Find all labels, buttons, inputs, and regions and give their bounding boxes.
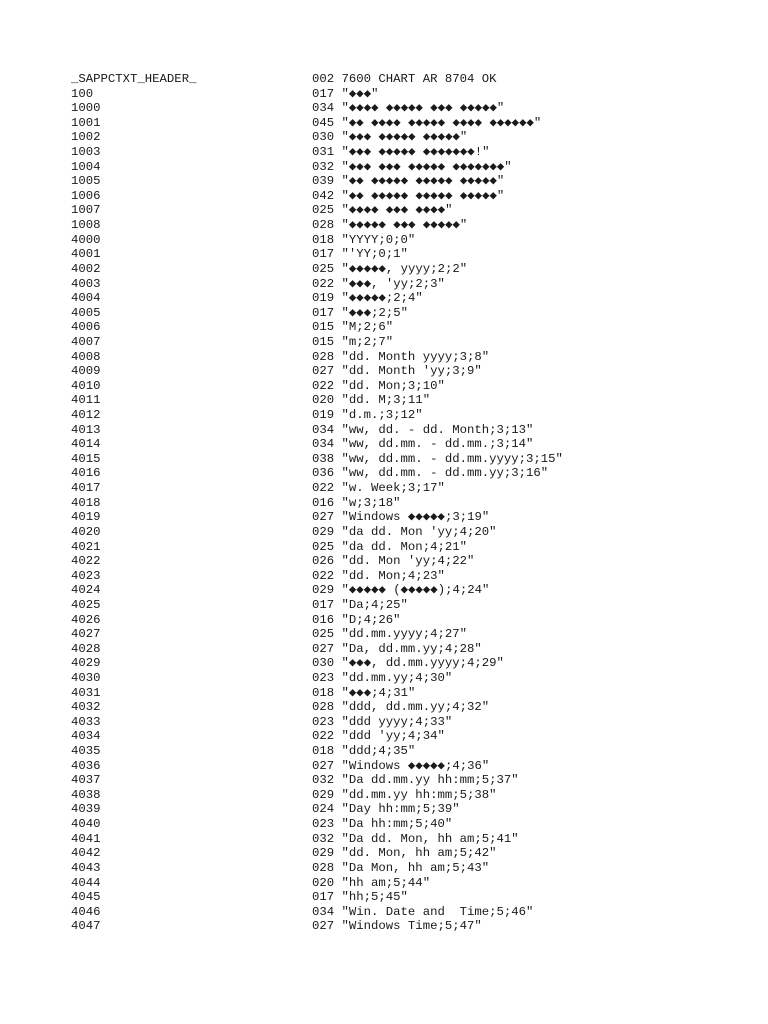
listing-row: [71, 277, 731, 292]
row-value: 022 "w. Week;3;17": [312, 481, 445, 496]
row-key: 4030: [71, 670, 101, 685]
row-key: 4007: [71, 334, 101, 349]
row-value: 017 "'YY;0;1": [312, 247, 408, 262]
row-value: 025 "da dd. Mon;4;21": [312, 539, 467, 554]
row-value: 016 "w;3;18": [312, 495, 401, 510]
listing-row: [71, 262, 731, 277]
row-key: 4029: [71, 656, 101, 671]
row-value: 031 "◆◆◆ ◆◆◆◆◆ ◆◆◆◆◆◆◆!": [312, 145, 490, 160]
row-key: 4002: [71, 261, 101, 276]
row-key: 1004: [71, 159, 101, 174]
row-key: 4040: [71, 817, 101, 832]
row-value: 015 "m;2;7": [312, 334, 394, 349]
listing-row: [71, 189, 731, 204]
listing-row: [71, 583, 731, 598]
listing-row: [71, 364, 731, 379]
row-value: 028 "◆◆◆◆◆ ◆◆◆ ◆◆◆◆◆": [312, 218, 468, 233]
row-value: 022 "dd. Mon;4;23": [312, 568, 445, 583]
row-value: 022 "◆◆◆, 'yy;2;3": [312, 276, 445, 291]
row-key: 4004: [71, 291, 101, 306]
row-value: 029 "da dd. Mon 'yy;4;20": [312, 524, 497, 539]
row-key: 4042: [71, 846, 101, 861]
row-value: 034 "ww, dd. - dd. Month;3;13": [312, 422, 534, 437]
listing-row: [71, 569, 731, 584]
listing-row: [71, 642, 731, 657]
listing-row: [71, 919, 731, 934]
row-value: 016 "D;4;26": [312, 612, 401, 627]
row-key: 1008: [71, 218, 101, 233]
row-key: 1007: [71, 203, 101, 218]
row-key: 4038: [71, 787, 101, 802]
row-value: 025 "◆◆◆◆◆, yyyy;2;2": [312, 261, 468, 276]
listing-row: [71, 890, 731, 905]
row-key: 4047: [71, 919, 101, 934]
row-value: 018 "◆◆◆;4;31": [312, 685, 416, 700]
row-key: 1005: [71, 174, 101, 189]
row-key: 4017: [71, 481, 101, 496]
row-key: 4046: [71, 904, 101, 919]
row-key: 100: [71, 86, 94, 101]
row-value: 029 "◆◆◆◆◆ (◆◆◆◆◆);4;24": [312, 583, 490, 598]
row-key: 4036: [71, 758, 101, 773]
row-value: 030 "◆◆◆, dd.mm.yyyy;4;29": [312, 656, 504, 671]
row-key: 4015: [71, 451, 101, 466]
row-value: 045 "◆◆ ◆◆◆◆ ◆◆◆◆◆ ◆◆◆◆ ◆◆◆◆◆◆": [312, 115, 542, 130]
row-key: 4009: [71, 364, 101, 379]
row-value: 030 "◆◆◆ ◆◆◆◆◆ ◆◆◆◆◆": [312, 130, 468, 145]
listing-row: [71, 306, 731, 321]
listing-row: [71, 174, 731, 189]
listing-row: [71, 525, 731, 540]
listing-row: [71, 715, 731, 730]
row-key: 4044: [71, 875, 101, 890]
row-value: 027 "Windows ◆◆◆◆◆;3;19": [312, 510, 490, 525]
listing-row: [71, 729, 731, 744]
row-key: 4027: [71, 627, 101, 642]
row-key: 4001: [71, 247, 101, 262]
row-key: 4012: [71, 408, 101, 423]
listing-row: [71, 554, 731, 569]
row-key: 4043: [71, 860, 101, 875]
row-key: 1000: [71, 101, 101, 116]
row-value: 025 "dd.mm.yyyy;4;27": [312, 627, 467, 642]
row-key: 1001: [71, 115, 101, 130]
row-value: 018 "ddd;4;35": [312, 744, 416, 759]
listing-row: [71, 335, 731, 350]
listing-row: [71, 203, 731, 218]
row-key: 4005: [71, 305, 101, 320]
listing-row: [71, 160, 731, 175]
row-value: 029 "dd.mm.yy hh:mm;5;38": [312, 787, 497, 802]
row-value: 017 "◆◆◆;2;5": [312, 305, 409, 320]
row-value: 029 "dd. Mon, hh am;5;42": [312, 846, 497, 861]
row-key: 4033: [71, 714, 101, 729]
row-value: 034 "◆◆◆◆ ◆◆◆◆◆ ◆◆◆ ◆◆◆◆◆": [312, 101, 505, 116]
row-key: 4028: [71, 641, 101, 656]
listing-row: [71, 247, 731, 262]
row-key: 4024: [71, 583, 101, 598]
listing-row: [71, 846, 731, 861]
row-key: 4018: [71, 495, 101, 510]
text-listing: [71, 72, 731, 934]
row-value: 027 "Da, dd.mm.yy;4;28": [312, 641, 482, 656]
row-key: 4041: [71, 831, 101, 846]
row-key: 4016: [71, 466, 101, 481]
row-value: 017 "◆◆◆": [312, 86, 379, 101]
listing-row: [71, 540, 731, 555]
listing-row: [71, 773, 731, 788]
row-key: 4003: [71, 276, 101, 291]
listing-row: [71, 861, 731, 876]
row-value: 039 "◆◆ ◆◆◆◆◆ ◆◆◆◆◆ ◆◆◆◆◆": [312, 174, 505, 189]
row-value: 002 7600 CHART AR 8704 OK: [312, 72, 497, 86]
listing-row: [71, 671, 731, 686]
row-key: 4021: [71, 539, 101, 554]
listing-row: [71, 627, 731, 642]
listing-row: [71, 481, 731, 496]
listing-row: [71, 218, 731, 233]
row-value: 026 "dd. Mon 'yy;4;22": [312, 554, 475, 569]
row-value: 019 "d.m.;3;12": [312, 408, 423, 423]
row-value: 032 "Da dd. Mon, hh am;5;41": [312, 831, 519, 846]
listing-row: [71, 423, 731, 438]
row-key: 1006: [71, 188, 101, 203]
row-value: 032 "Da dd.mm.yy hh:mm;5;37": [312, 773, 519, 788]
row-value: 022 "ddd 'yy;4;34": [312, 729, 445, 744]
listing-row: [71, 832, 731, 847]
listing-row: [71, 802, 731, 817]
row-key: 4032: [71, 700, 101, 715]
row-key: 1002: [71, 130, 101, 145]
row-key: _SAPPCTXT_HEADER_: [71, 72, 197, 86]
row-key: 4037: [71, 773, 101, 788]
row-value: 028 "ddd, dd.mm.yy;4;32": [312, 700, 490, 715]
row-key: 4000: [71, 232, 101, 247]
row-key: 4014: [71, 437, 101, 452]
listing-row: [71, 408, 731, 423]
row-value: 023 "dd.mm.yy;4;30": [312, 670, 453, 685]
row-value: 034 "ww, dd.mm. - dd.mm.;3;14": [312, 437, 534, 452]
row-value: 027 "Windows ◆◆◆◆◆;4;36": [312, 758, 490, 773]
row-value: 023 "Da hh:mm;5;40": [312, 817, 453, 832]
listing-row: [71, 466, 731, 481]
row-value: 019 "◆◆◆◆◆;2;4": [312, 291, 423, 306]
row-key: 4010: [71, 378, 101, 393]
listing-row: [71, 759, 731, 774]
listing-row: [71, 744, 731, 759]
row-key: 4025: [71, 597, 101, 612]
listing-row: [71, 598, 731, 613]
row-value: 028 "dd. Month yyyy;3;8": [312, 349, 490, 364]
listing-row: [71, 686, 731, 701]
listing-row: [71, 700, 731, 715]
listing-row: [71, 510, 731, 525]
row-value: 020 "hh am;5;44": [312, 875, 431, 890]
row-value: 036 "ww, dd.mm. - dd.mm.yy;3;16": [312, 466, 549, 481]
listing-row: [71, 320, 731, 335]
listing-row: [71, 613, 731, 628]
row-key: 4039: [71, 802, 101, 817]
row-key: 4020: [71, 524, 101, 539]
row-key: 4045: [71, 890, 101, 905]
row-key: 4008: [71, 349, 101, 364]
listing-row: [71, 379, 731, 394]
row-value: 027 "Windows Time;5;47": [312, 919, 482, 934]
listing-row: [71, 145, 731, 160]
row-value: 025 "◆◆◆◆ ◆◆◆ ◆◆◆◆": [312, 203, 453, 218]
row-value: 034 "Win. Date and Time;5;46": [312, 904, 534, 919]
listing-row: [71, 905, 731, 920]
row-key: 4031: [71, 685, 101, 700]
row-value: 032 "◆◆◆ ◆◆◆ ◆◆◆◆◆ ◆◆◆◆◆◆◆": [312, 159, 512, 174]
row-key: 4034: [71, 729, 101, 744]
row-key: 4023: [71, 568, 101, 583]
listing-row: [71, 233, 731, 248]
row-key: 4013: [71, 422, 101, 437]
row-value: 022 "dd. Mon;3;10": [312, 378, 445, 393]
listing-row: [71, 291, 731, 306]
listing-row: [71, 452, 731, 467]
row-value: 038 "ww, dd.mm. - dd.mm.yyyy;3;15": [312, 451, 563, 466]
listing-row: [71, 817, 731, 832]
listing-row: [71, 656, 731, 671]
row-key: 4026: [71, 612, 101, 627]
row-value: 042 "◆◆ ◆◆◆◆◆ ◆◆◆◆◆ ◆◆◆◆◆": [312, 188, 505, 203]
listing-row: [71, 496, 731, 511]
listing-row: [71, 437, 731, 452]
row-value: 015 "M;2;6": [312, 320, 394, 335]
row-key: 1003: [71, 145, 101, 160]
listing-row: [71, 116, 731, 131]
listing-row: [71, 87, 731, 102]
row-value: 017 "hh;5;45": [312, 890, 408, 905]
listing-row: [71, 101, 731, 116]
listing-row: [71, 393, 731, 408]
row-key: 4035: [71, 744, 101, 759]
listing-row: [71, 876, 731, 891]
listing-row: [71, 72, 731, 87]
row-key: 4011: [71, 393, 101, 408]
listing-row: [71, 130, 731, 145]
row-key: 4006: [71, 320, 101, 335]
row-value: 017 "Da;4;25": [312, 597, 408, 612]
row-value: 020 "dd. M;3;11": [312, 393, 431, 408]
row-value: 018 "YYYY;0;0": [312, 232, 416, 247]
row-key: 4019: [71, 510, 101, 525]
listing-row: [71, 788, 731, 803]
listing-row: [71, 350, 731, 365]
row-value: 028 "Da Mon, hh am;5;43": [312, 860, 490, 875]
row-key: 4022: [71, 554, 101, 569]
row-value: 024 "Day hh:mm;5;39": [312, 802, 460, 817]
row-value: 027 "dd. Month 'yy;3;9": [312, 364, 482, 379]
row-value: 023 "ddd yyyy;4;33": [312, 714, 453, 729]
